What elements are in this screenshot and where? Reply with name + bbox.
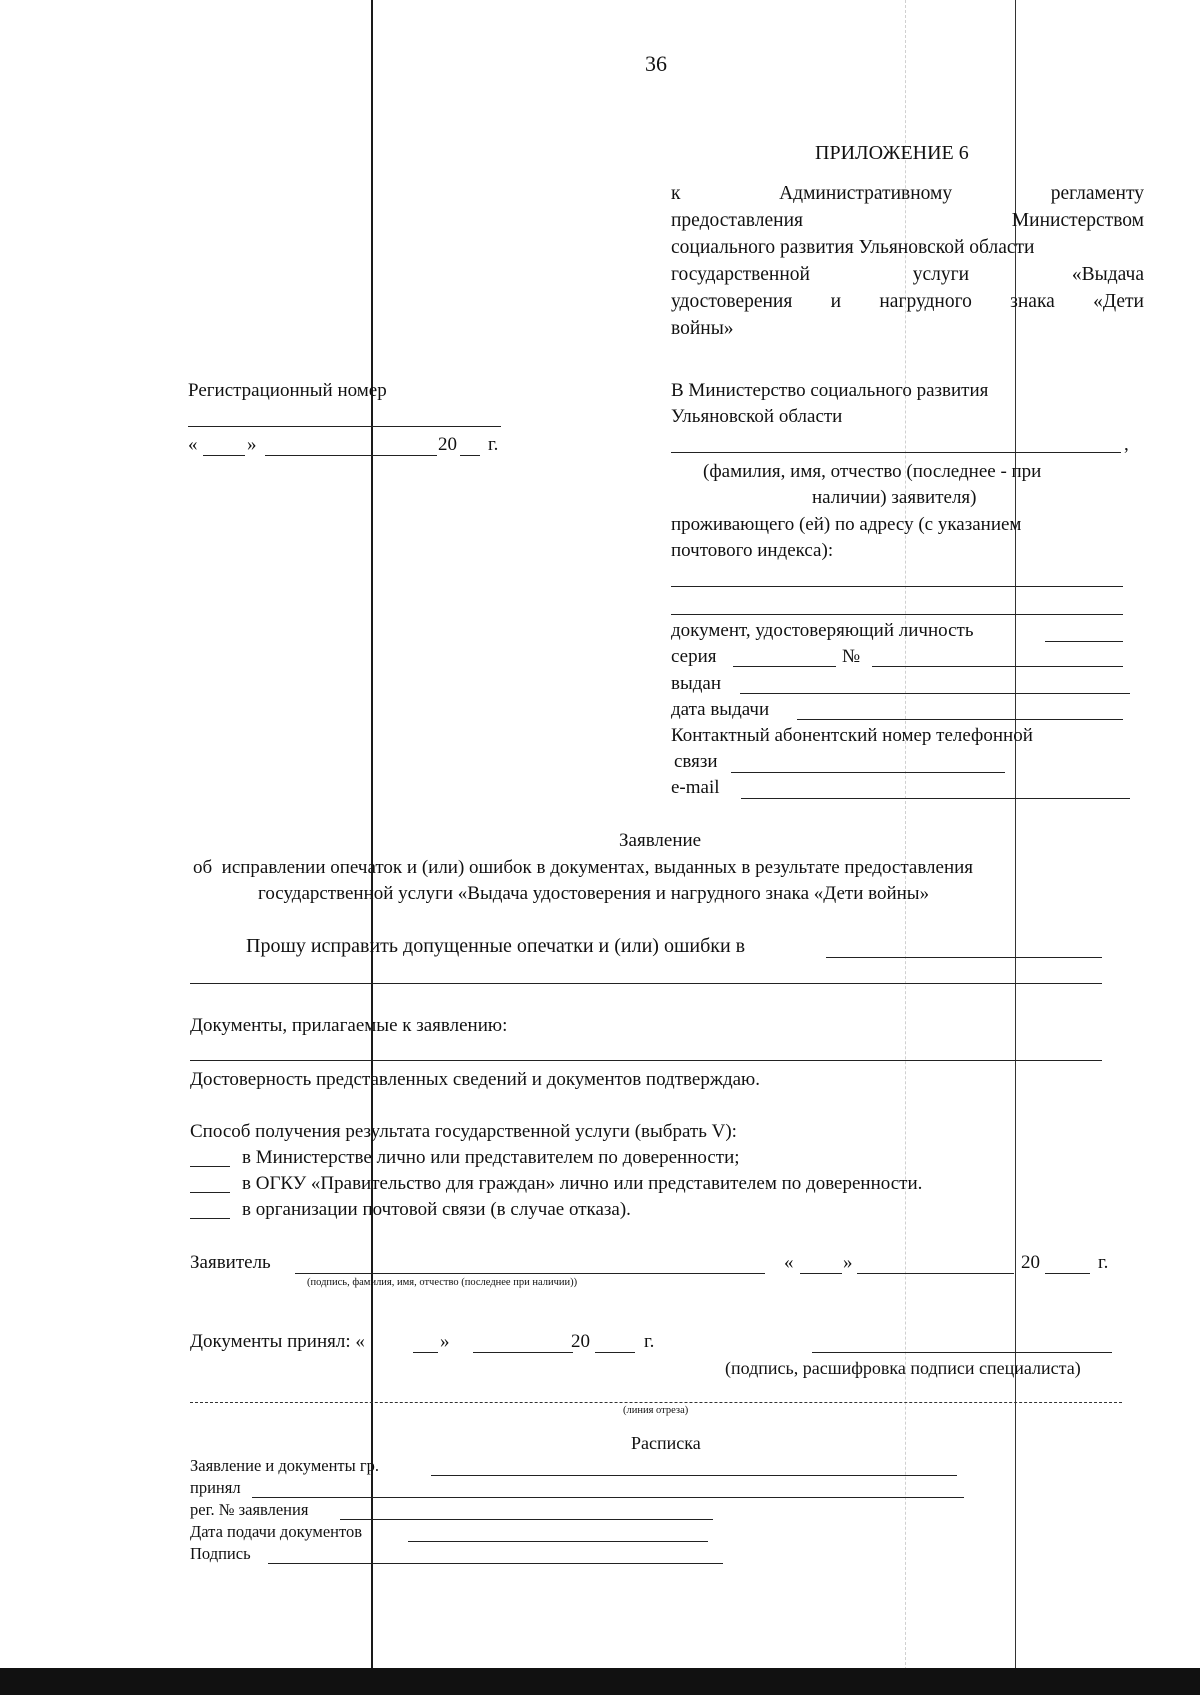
issue-date-label: дата выдачи <box>671 699 770 720</box>
issue-date-field[interactable] <box>797 719 1123 720</box>
addressee-line-1: В Министерство социального развития <box>671 380 989 401</box>
series-field[interactable] <box>733 666 836 667</box>
scan-bottom-border <box>0 1668 1200 1695</box>
email-label: e-mail <box>671 777 720 798</box>
address-field-1[interactable] <box>671 586 1123 587</box>
phone-field[interactable] <box>731 772 1005 773</box>
registration-year-suffix: г. <box>488 434 499 455</box>
annex-line-1: к Административному регламенту <box>671 183 1144 204</box>
accepted-month-field[interactable] <box>473 1352 573 1353</box>
registration-month-field[interactable] <box>265 455 437 456</box>
id-document-label: документ, удостоверяющий личность <box>671 620 974 641</box>
receipt-row-applicant: Заявление и документы гр. <box>190 1456 379 1475</box>
accepted-year-field[interactable] <box>595 1352 635 1353</box>
applicant-month-field[interactable] <box>857 1273 1014 1274</box>
issued-label: выдан <box>671 673 722 694</box>
phone-label-2: связи <box>674 751 718 772</box>
receipt-row-accepted: принял <box>190 1478 241 1497</box>
accepted-day-field[interactable] <box>413 1352 438 1353</box>
option-checkbox-1[interactable] <box>190 1166 230 1167</box>
registration-label: Регистрационный номер <box>188 380 387 401</box>
option-label-3: в организации почтовой связи (в случае отказа). <box>242 1199 631 1220</box>
attachments-field[interactable] <box>190 1060 1102 1061</box>
receipt-row-date: Дата подачи документов <box>190 1522 363 1541</box>
address-label-1: проживающего (ей) по адресу (с указанием <box>671 514 1022 535</box>
applicant-label: Заявитель <box>190 1252 271 1273</box>
option-label-1: в Министерстве лично или представителем по доверенности; <box>242 1147 740 1168</box>
phone-label-1: Контактный абонентский номер телефонной <box>671 725 1033 746</box>
attachments-label: Документы, прилагаемые к заявлению: <box>190 1015 508 1036</box>
id-document-field[interactable] <box>1045 641 1123 642</box>
applicant-fio-field[interactable] <box>671 452 1121 453</box>
annex-line-3: социального развития Ульяновской области <box>671 237 1035 258</box>
receipt-signature-field[interactable] <box>268 1563 723 1564</box>
applicant-year-suffix: г. <box>1098 1252 1109 1273</box>
series-label: серия <box>671 646 717 667</box>
receipt-regnum-field[interactable] <box>340 1519 713 1520</box>
receipt-row-signature: Подпись <box>190 1544 251 1563</box>
method-title: Способ получения результата государственной услуги (выбрать V): <box>190 1121 737 1142</box>
statement-title: Заявление <box>619 830 702 851</box>
registration-year-field[interactable] <box>460 455 480 456</box>
request-field-1[interactable] <box>826 957 1102 958</box>
receipt-date-field[interactable] <box>408 1541 708 1542</box>
annex-line-2: предоставления Министерством <box>671 210 1144 231</box>
number-field[interactable] <box>872 666 1123 667</box>
email-field[interactable] <box>741 798 1130 799</box>
annex-line-5: удостоверения и нагрудного знака «Дети <box>671 291 1144 312</box>
request-text: Прошу исправить допущенные опечатки и (или) ошибки в <box>246 935 746 957</box>
registration-day-field[interactable] <box>203 455 245 456</box>
address-field-2[interactable] <box>671 614 1123 615</box>
scan-vertical-line-left <box>371 0 373 1695</box>
number-label: № <box>842 646 861 667</box>
applicant-day-field[interactable] <box>800 1273 842 1274</box>
annex-title: ПРИЛОЖЕНИЕ 6 <box>815 142 969 164</box>
applicant-date-open: « <box>784 1252 794 1273</box>
registration-date-close: » <box>247 434 257 455</box>
accepted-label: Документы принял: « <box>190 1331 365 1352</box>
receipt-accepted-field[interactable] <box>252 1497 964 1498</box>
applicant-signature-field[interactable] <box>295 1273 765 1274</box>
specialist-signature-field[interactable] <box>812 1352 1112 1353</box>
applicant-year: 20 <box>1021 1252 1040 1273</box>
fio-caption-1: (фамилия, имя, отчество (последнее - при <box>703 461 1042 482</box>
annex-line-6: войны» <box>671 318 734 339</box>
option-checkbox-2[interactable] <box>190 1192 230 1193</box>
receipt-applicant-field[interactable] <box>431 1475 957 1476</box>
applicant-date-close: » <box>843 1252 853 1273</box>
accepted-year-suffix: г. <box>644 1331 655 1352</box>
accepted-caption: (подпись, расшифровка подписи специалиста) <box>725 1358 1081 1378</box>
registration-number-field[interactable] <box>188 426 501 427</box>
applicant-fio-comma: , <box>1124 434 1129 455</box>
statement-subtitle-2: государственной услуги «Выдача удостоверения и нагрудного знака «Дети войны» <box>258 883 930 904</box>
registration-year: 20 <box>438 434 457 455</box>
confirm-text: Достоверность представленных сведений и документов подтверждаю. <box>190 1069 760 1090</box>
cut-line <box>190 1402 1122 1403</box>
fio-caption-2: наличии) заявителя) <box>812 487 977 508</box>
option-label-2: в ОГКУ «Правительство для граждан» лично или представителем по доверенности. <box>242 1173 923 1194</box>
accepted-date-close: » <box>440 1331 450 1352</box>
applicant-year-field[interactable] <box>1045 1273 1090 1274</box>
page-number: 36 <box>645 51 667 76</box>
statement-subtitle-1: об исправлении опечаток и (или) ошибок в документах, выданных в результате предоставления <box>193 857 974 878</box>
receipt-title: Расписка <box>631 1433 701 1453</box>
registration-date-open: « <box>188 434 198 455</box>
address-label-2: почтового индекса): <box>671 540 834 561</box>
option-checkbox-3[interactable] <box>190 1218 230 1219</box>
applicant-caption: (подпись, фамилия, имя, отчество (последнее при наличии)) <box>307 1277 578 1288</box>
annex-line-4: государственной услуги «Выдача <box>671 264 1144 285</box>
cut-line-caption: (линия отреза) <box>623 1405 689 1416</box>
addressee-line-2: Ульяновской области <box>671 406 843 427</box>
accepted-year: 20 <box>571 1331 590 1352</box>
request-field-2[interactable] <box>190 983 1102 984</box>
receipt-row-regnum: рег. № заявления <box>190 1500 309 1519</box>
issued-field[interactable] <box>740 693 1130 694</box>
